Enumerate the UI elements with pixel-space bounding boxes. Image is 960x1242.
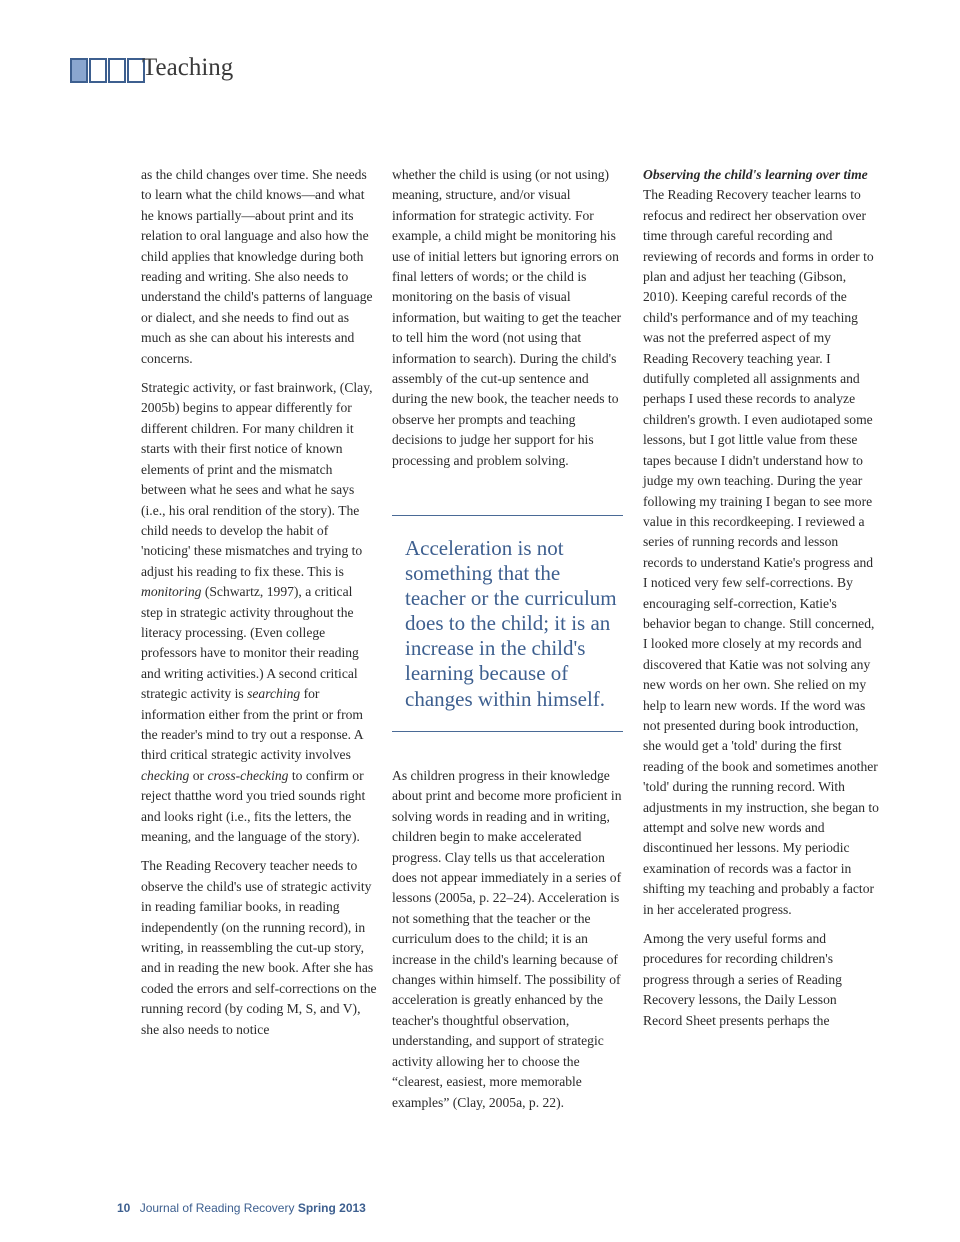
paragraph: The Reading Recovery teacher needs to observe the child's use of strategic activity in reading familiar books, in reading independently (on the running record), in writing, in reassembling the cut-up story, and in reading the new book. After she has coded the errors and self-corrections on the running record (by coding M, S, and V), she also needs to notice [141, 858, 377, 1037]
paragraph-strategic-activity [141, 378, 377, 847]
paragraph: whether the child is using (or not using) meaning, structure, and/or visual information for strategic activity. For example, a child might be monitoring his use of initial letters but ignoring errors on final letters of words; or the child is monitoring on the basis of visual information, but waiting to get the teacher to tell him the word (not using that information to search). During the child's assembly of the cut-up sentence and during the new book, the teacher needs to observe her prompts and teaching decisions to judge her support for his processing and problem solving. [392, 167, 622, 468]
paragraph: Among the very useful forms and procedures for recording children's progress through a series of Reading Recovery lessons, the Daily Lesson Record Sheet presents perhaps the [643, 931, 842, 1028]
text-run: (Schwartz, 1997), a critical step in strategic activity throughout the literacy processing. (Even college professors have to monitor their reading and writing activities.) A second critical strategic activity is [141, 584, 359, 702]
section-title: Teaching [142, 54, 234, 81]
text-run: for information either from the print or from the reader's mind to try out a response. A third critical strategic activity involves [141, 686, 363, 763]
paragraph: The Reading Recovery teacher learns to refocus and redirect her observation over time through careful recording and reviewing of records and forms in order to plan and adjust her teaching (Gibson, 2010). Keeping careful records of the child's performance and of my teaching was not the preferred aspect of my Reading Recovery teaching year. I dutifully completed all assignments and perhaps I used these records to analyze children's growth. I even audiotaped some lessons, but I got little value from these tapes because I didn't understand how to judge my own teaching. During the year following my training I began to see more value in this recordkeeping. I reviewed a series of running records and lesson records to understand Katie's progress and I noticed very few self-corrections. By encouraging self-correction, Katie's behavior began to change. Still concerned, I looked more closely at my records and discovered that Katie was not solving any new words on her own. She relied on my help to learn new words. If the word was not presented during book introduction, she would get a 'told' during the first reading of the book and sometimes another 'told' during the running record. With adjustments in my instruction, she began to attempt and solve new words and discontinued her lessons. My periodic examination of records was a factor in shifting my teaching and probably a factor in her accelerated progress. [643, 187, 879, 917]
paragraph: as the child changes over time. She needs to learn what the child knows—and what he knows partially—about print and its relation to oral language and also how the child applies that knowledge during both reading and writing. She also needs to understand the child's patterns of language or dialect, and she needs to find out as much as she can about his interests and concerns. [141, 167, 373, 366]
text-run: or [189, 767, 208, 783]
column-3 [643, 165, 879, 1031]
text-run: Strategic activity, or fast brainwork, (Clay, 2005b) begins to appear differently for different children. For many children it starts with their first notice of known elements of print and the mismatch between what he sees and what he says (i.e., his oral rendition of the story). The child needs to develop the habit of 'noticing' these mismatches and trying to adjust his reading to fix these. This is [141, 380, 373, 579]
paragraph: As children progress in their knowledge about print and become more proficient in solving words in reading and in writing, children begin to make accelerated progress. Clay tells us that acceleration does not appear immediately in a series of lessons (2005a, p. 22–24). Acceleration is not something that the teacher or the curriculum does to the child; it is an increase in the child's learning because of changes within himself. The possibility of acceleration is greatly enhanced by the teacher's thoughtful observation, understanding, and support of strategic activity allowing her to choose the “clearest, easiest, more memorable examples” (Clay, 2005a, p. 22). [392, 768, 622, 1110]
page-footer [117, 1201, 366, 1215]
subheading: Observing the child's learning over time [643, 167, 868, 182]
marker-box [108, 58, 126, 83]
emphasis-checking: checking [141, 767, 190, 783]
marker-box [89, 58, 107, 83]
column-1 [141, 165, 377, 1040]
pull-quote: Acceleration is not something that the teacher or the curriculum does to the child; it is an increase in the child's learning because of changes within himself. [392, 515, 623, 732]
column-2 [392, 165, 626, 471]
journal-name: Journal of Reading Recovery [139, 1201, 295, 1215]
marker-box-filled [70, 58, 88, 83]
page-number: 10 [117, 1201, 131, 1215]
emphasis-searching: searching [247, 686, 301, 702]
text-run: to confirm or reject thatthe word you tried sounds right and looks right (i.e., fits the letters, the meaning, and the language of the story). [141, 767, 366, 844]
emphasis-monitoring: monitoring [141, 584, 202, 600]
emphasis-cross-checking: cross-checking [207, 767, 289, 783]
section-marker-boxes [70, 58, 145, 83]
issue-label: Spring 2013 [297, 1201, 366, 1215]
column-2-continued [392, 766, 626, 1113]
